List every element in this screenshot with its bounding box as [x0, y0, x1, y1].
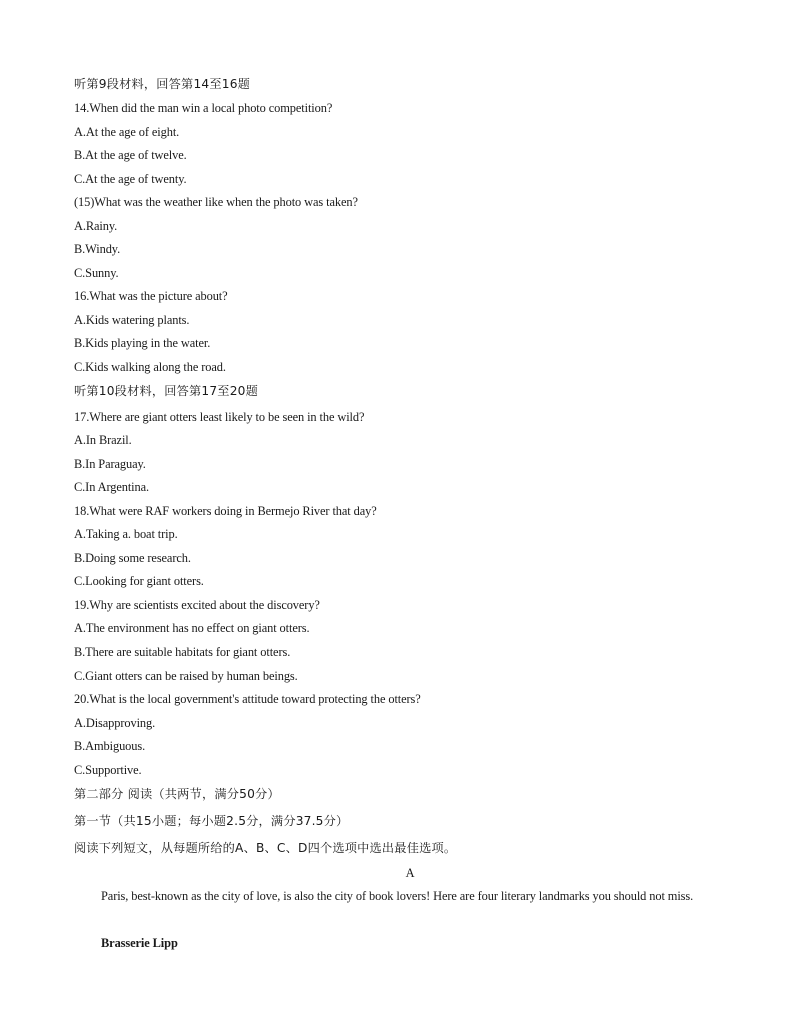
question-20: 20.What is the local government's attitude toward protecting the otters?: [74, 692, 421, 706]
option-17-c: C.In Argentina.: [74, 480, 150, 494]
option-17-a: A.In Brazil.: [74, 433, 132, 447]
option-18-c: C.Looking for giant otters.: [74, 574, 204, 588]
option-14-c: C.At the age of twenty.: [74, 172, 187, 186]
option-16-a: A.Kids watering plants.: [74, 313, 190, 327]
question-16: 16.What was the picture about?: [74, 289, 228, 303]
option-14-b: B.At the age of twelve.: [74, 148, 187, 162]
option-15-a: A.Rainy.: [74, 219, 118, 233]
option-18-b: B.Doing some research.: [74, 551, 191, 565]
option-18-a: A.Taking a. boat trip.: [74, 527, 178, 541]
option-19-a: A.The environment has no effect on giant otters.: [74, 621, 310, 635]
option-17-b: B.In Paraguay.: [74, 457, 146, 471]
question-15: (15)What was the weather like when the photo was taken?: [74, 195, 358, 209]
reading-instructions: 阅读下列短文，从每题所给的A、B、C、D四个选项中选出最佳选项。: [74, 841, 457, 855]
option-20-b: B.Ambiguous.: [74, 739, 146, 753]
section-one-title: 第一节（共15小题；每小题2.5分，满分37.5分）: [74, 814, 349, 828]
option-20-c: C.Supportive.: [74, 763, 142, 777]
passage-intro: Paris, best-known as the city of love, is also the city of book lovers! Here are four literary landmarks you should not miss.: [101, 889, 694, 903]
passage-subheading: Brasserie Lipp: [101, 936, 178, 950]
option-20-a: A.Disapproving.: [74, 716, 156, 730]
option-14-a: A.At the age of eight.: [74, 125, 180, 139]
section-heading-10: 听第10段材料，回答第17至20题: [74, 384, 258, 398]
question-19: 19.Why are scientists excited about the discovery?: [74, 598, 320, 612]
option-19-b: B.There are suitable habitats for giant otters.: [74, 645, 291, 659]
option-16-c: C.Kids walking along the road.: [74, 360, 226, 374]
option-19-c: C.Giant otters can be raised by human beings.: [74, 669, 298, 683]
question-17: 17.Where are giant otters least likely to be seen in the wild?: [74, 410, 365, 424]
question-18: 18.What were RAF workers doing in Bermejo River that day?: [74, 504, 377, 518]
part-title: 第二部分 阅读（共两节，满分50分）: [74, 787, 280, 801]
option-16-b: B.Kids playing in the water.: [74, 336, 211, 350]
question-14: 14.When did the man win a local photo competition?: [74, 101, 333, 115]
option-15-c: C.Sunny.: [74, 266, 119, 280]
section-heading-9: 听第9段材料，回答第14至16题: [74, 77, 251, 91]
option-15-b: B.Windy.: [74, 242, 121, 256]
passage-label: A: [405, 866, 415, 880]
